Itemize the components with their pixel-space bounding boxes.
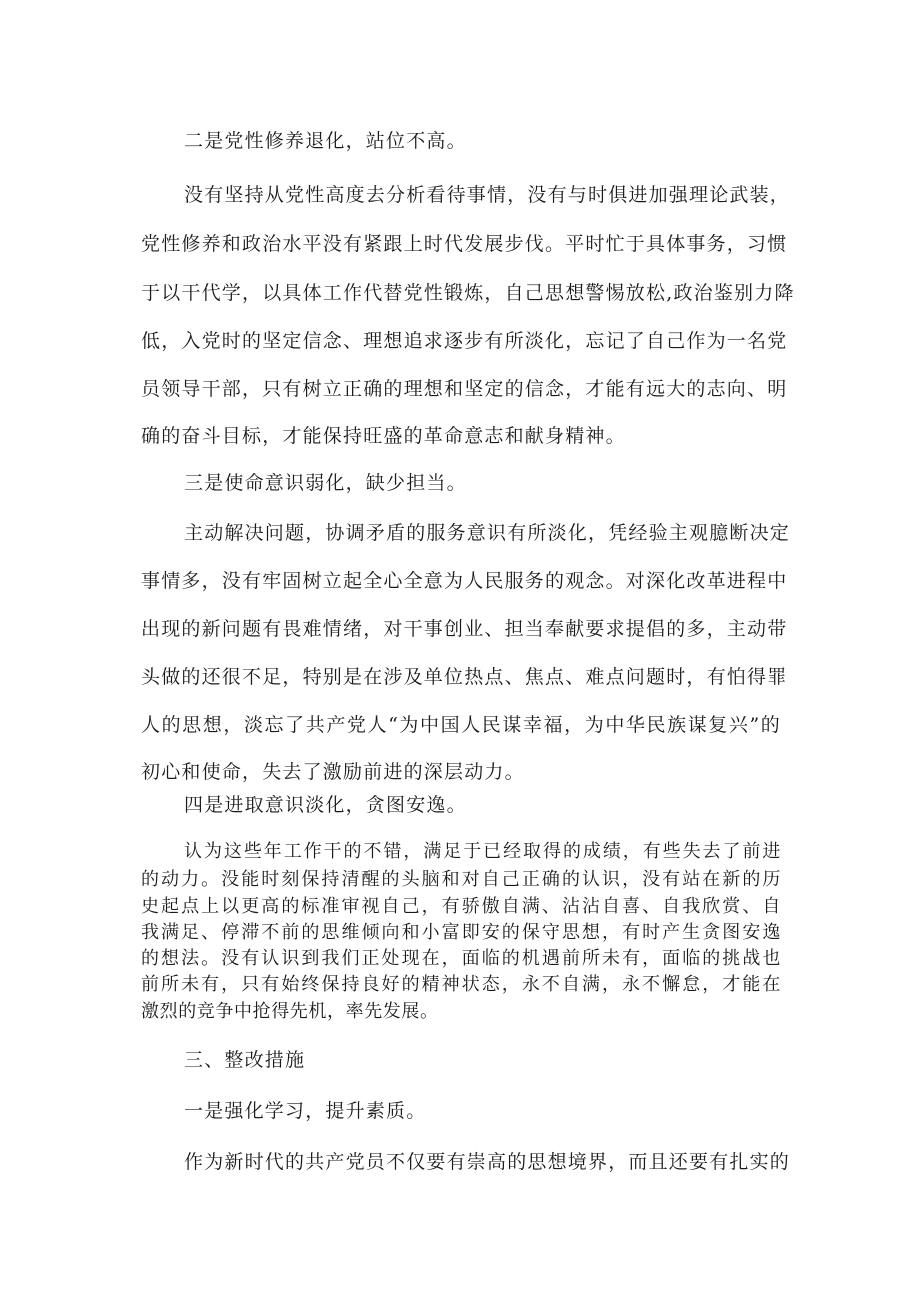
- paragraph-line: 主动解决问题，协调矛盾的服务意识有所淡化，凭经验主观臆断决定: [184, 522, 791, 544]
- paragraph-line: 确的奋斗目标，才能保持旺盛的革命意志和献身精神。: [141, 425, 626, 447]
- heading-mission: 三是使命意识弱化，缺少担当。: [184, 472, 467, 494]
- paragraph-line: 史起点上以更高的标准审视自己，有骄傲自满、沾沾自喜、自我欣赏、自: [141, 896, 781, 917]
- paragraph-line: 前所未有，只有始终保持良好的精神状态，永不自满，永不懈怠，才能在: [141, 974, 781, 995]
- paragraph-line: 认为这些年工作干的不错，满足于已经取得的成绩，有些失去了前进: [184, 841, 781, 862]
- paragraph-line: 出现的新问题有畏难情绪，对干事创业、担当奉献要求提倡的多，主动带: [141, 618, 788, 640]
- paragraph-line: 员领导干部，只有树立正确的理想和坚定的信念，才能有远大的志向、明: [141, 378, 788, 400]
- heading-study: 一是强化学习，提升素质。: [184, 1100, 427, 1122]
- paragraph-line: 事情多，没有牢固树立起全心全意为人民服务的观念。对深化改革进程中: [141, 570, 788, 592]
- heading-rectification: 三、整改措施: [184, 1049, 306, 1071]
- paragraph-line: 的想法。没有认识到我们正处现在，面临的机遇前所未有，面临的挑战也: [141, 948, 781, 969]
- paragraph-line: 没有坚持从党性高度去分析看待事情，没有与时俱进加强理论武装，: [184, 184, 791, 206]
- paragraph-line: 头做的还很不足，特别是在涉及单位热点、焦点、难点问题时，有怕得罪: [141, 666, 788, 688]
- heading-party-spirit: 二是党性修养退化，站位不高。: [184, 130, 467, 152]
- paragraph-line: 人的思想，淡忘了共产党人“为中国人民谋幸福，为中华民族谋复兴”的: [141, 714, 781, 736]
- paragraph-line: 激烈的竞争中抢得先机，率先发展。: [141, 1001, 439, 1022]
- paragraph-line: 作为新时代的共产党员不仅要有崇高的思想境界，而且还要有扎实的: [184, 1151, 791, 1173]
- paragraph-line: 的动力。没能时刻保持清醒的头脑和对自己正确的认识，没有站在新的历: [141, 869, 781, 890]
- paragraph-line: 于以干代学，以具体工作代替党性锻炼，自己思想警惕放松,政治鉴别力降: [141, 282, 795, 304]
- paragraph-line: 低，入党时的坚定信念、理想追求逐步有所淡化，忘记了自己作为一名党: [141, 330, 788, 352]
- paragraph-line: 初心和使命，失去了激励前进的深层动力。: [141, 761, 525, 783]
- paragraph-line: 我满足、停滞不前的思维倾向和小富即安的保守思想，有时产生贪图安逸: [141, 922, 781, 943]
- heading-enterprise: 四是进取意识淡化，贪图安逸。: [184, 794, 467, 816]
- paragraph-line: 党性修养和政治水平没有紧跟上时代发展步伐。平时忙于具体事务，习惯: [141, 233, 788, 255]
